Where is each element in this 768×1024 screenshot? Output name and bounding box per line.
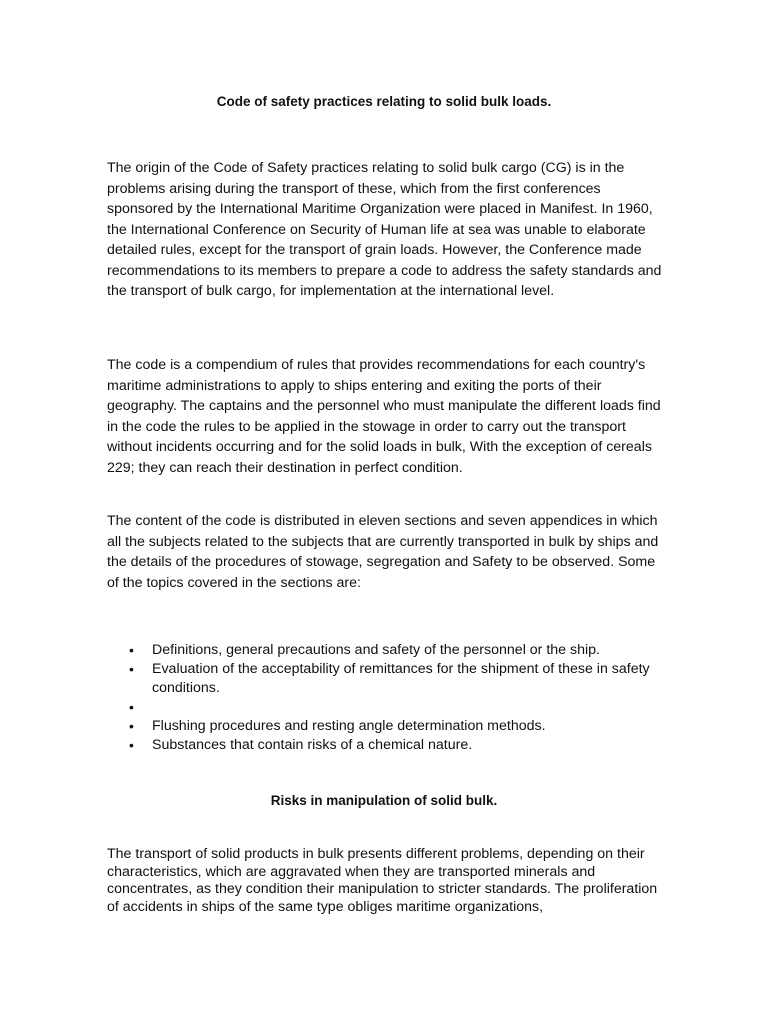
list-item: • Flushing procedures and resting angle determination methods. <box>107 717 667 736</box>
document-title: Code of safety practices relating to solid bulk loads. <box>216 94 552 109</box>
paragraph-content: The content of the code is distributed in eleven sections and seven appendices in which all the subjects related to the subjects that are currently transported in bulk by ships and the details of the procedures of stowage, segregation and Safety to be observed. Some of the topics covered in the sections are: <box>107 513 659 591</box>
paragraph-compendium: The code is a compendium of rules that provides recommendations for each country's maritime administrations to apply to ships entering and exiting the ports of their geography. The captains and the personnel who must manipulate the different loads find in the code the rules to be applied in the stowage in order to carry out the transport without incidents occurring and for the solid loads in bulk, With the exception of cereals 229; they can reach their destination in perfect condition. <box>107 357 661 476</box>
topics-list <box>107 641 667 755</box>
section-title: Risks in manipulation of solid bulk. <box>270 793 498 808</box>
list-item-empty <box>107 698 667 717</box>
list-item: • Definitions, general precautions and safety of the personnel or the ship. <box>107 641 667 660</box>
paragraph-origin: The origin of the Code of Safety practices relating to solid bulk cargo (CG) is in the problems arising during the transport of these, which from the first conferences sponsored by the International Maritime Organization were placed in Manifest. In 1960, the International Conference on Security of Human life at sea was unable to elaborate detailed rules, except for the transport of grain loads. However, the Conference made recommendations to its members to prepare a code to address the safety standards and the transport of bulk cargo, for implementation at the international level. <box>107 160 662 299</box>
paragraph-risks: The transport of solid products in bulk presents different problems, depending on their characteristics, which are aggravated when they are transported minerals and concentrates, as they condition their manipulation to stricter standards. The proliferation of accidents in ships of the same type obliges maritime organizations, <box>107 846 658 915</box>
list-item: • Substances that contain risks of a chemical nature. <box>107 736 667 755</box>
list-item: • Evaluation of the acceptability of remittances for the shipment of these in safety conditions. <box>107 660 667 698</box>
